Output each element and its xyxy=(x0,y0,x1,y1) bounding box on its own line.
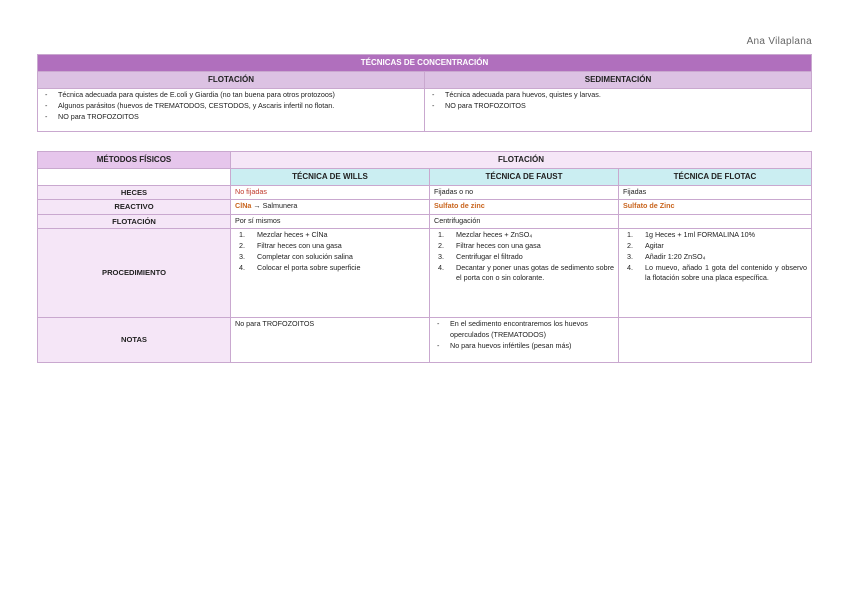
notas-wills: No para TROFOZOITOS xyxy=(231,318,430,363)
proc-flotac xyxy=(619,229,812,318)
list-item: Completar con solución salina xyxy=(257,251,353,261)
proc-wills xyxy=(231,229,430,318)
notas-flotac xyxy=(619,318,812,363)
sedimentacion-cell xyxy=(425,89,812,132)
notas-faust xyxy=(430,318,619,363)
flotacion-wills: Por sí mismos xyxy=(231,214,430,228)
concentration-title: TÉCNICAS DE CONCENTRACIÓN xyxy=(38,55,812,72)
author-name: Ana Vilaplana xyxy=(746,36,812,47)
list-item: Filtrar heces con una gasa xyxy=(456,240,541,250)
heces-flotac: Fijadas xyxy=(619,186,812,200)
list-item: - Algunos parásitos (huevos de TREMATODOS, CESTODOS, y Ascaris infertil no flotan. xyxy=(42,101,420,112)
reactivo-faust: Sulfato de zinc xyxy=(430,200,619,214)
row-label-flotacion: FLOTACIÓN xyxy=(38,214,231,228)
col-faust: TÉCNICA DE FAUST xyxy=(430,169,619,186)
list-item: - En el sedimento encontraremos los huevos operculados (TREMATODOS) xyxy=(434,319,614,341)
heces-faust: Fijadas o no xyxy=(430,186,619,200)
reactivo-wills xyxy=(231,200,430,214)
flotacion-flotac xyxy=(619,214,812,228)
flotacion-cell xyxy=(38,89,425,132)
flotacion-faust: Centrifugación xyxy=(430,214,619,228)
list-item: Agitar xyxy=(645,240,664,250)
list-item: Mezclar heces + ClNa xyxy=(257,230,328,240)
list-item: - Técnica adecuada para huevos, quistes y larvas. xyxy=(429,90,807,101)
col-flotac: TÉCNICA DE FLOTAC xyxy=(619,169,812,186)
list-item: Filtrar heces con una gasa xyxy=(257,240,342,250)
col-wills: TÉCNICA DE WILLS xyxy=(231,169,430,186)
list-item: Colocar el porta sobre superficie xyxy=(257,262,361,272)
row-label-reactivo: REACTIVO xyxy=(38,200,231,214)
list-item: Añadir 1:20 ZnSO₄ xyxy=(645,251,706,261)
physical-methods-table xyxy=(37,151,812,363)
reactivo-wills-chem: ClNa xyxy=(235,201,252,211)
list-item: Centrifugar el filtrado xyxy=(456,251,523,261)
list-item: Decantar y poner unas gotas de sedimento sobre el porta con o sin colorante. xyxy=(456,262,614,283)
proc-faust xyxy=(430,229,619,318)
reactivo-flotac: Sulfato de Zinc xyxy=(619,200,812,214)
list-item: 1g Heces + 1ml FORMALINA 10% xyxy=(645,230,756,240)
list-item: - No para huevos infértiles (pesan más) xyxy=(434,341,614,352)
sedimentacion-header: SEDIMENTACIÓN xyxy=(425,72,812,89)
flotacion-group-header: FLOTACIÓN xyxy=(231,152,812,169)
reactivo-wills-rest: → Salmunera xyxy=(251,201,298,211)
list-item: - NO para TROFOZOITOS xyxy=(42,112,420,123)
heces-wills: No fijadas xyxy=(231,186,430,200)
row-label-procedimiento: PROCEDIMIENTO xyxy=(38,229,231,318)
list-item: Mezclar heces + ZnSO₄ xyxy=(456,230,533,240)
concentration-table xyxy=(37,54,812,132)
flotacion-header: FLOTACIÓN xyxy=(38,72,425,89)
list-item: Lo muevo, añado 1 gota del contenido y observo la flotación sobre una placa específica. xyxy=(645,262,807,283)
methods-corner: MÉTODOS FÍSICOS xyxy=(38,152,231,169)
empty-cell xyxy=(38,169,231,186)
row-label-notas: NOTAS xyxy=(38,318,231,363)
list-item: - Técnica adecuada para quistes de E.coli y Giardia (no tan buena para otros protozoos) xyxy=(42,90,420,101)
row-label-heces: HECES xyxy=(38,186,231,200)
list-item: - NO para TROFOZOITOS xyxy=(429,101,807,112)
